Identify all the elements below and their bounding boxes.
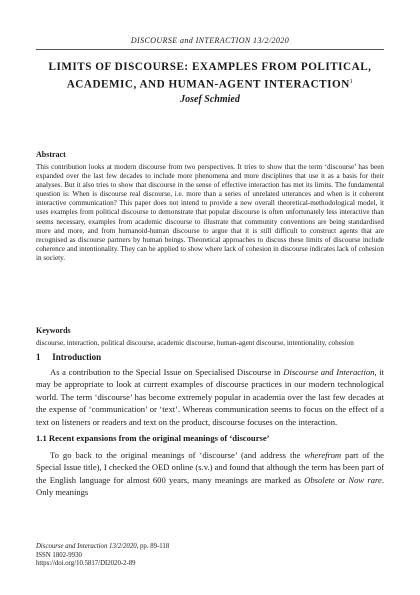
section-heading-introduction xyxy=(36,352,101,362)
footer-citation xyxy=(36,543,384,552)
section-number: 1 xyxy=(36,352,41,362)
keywords-text: discourse, interaction, political discourse, academic discourse, human-agent discourse, intentionality, cohesion xyxy=(36,339,354,347)
abstract-text: This contribution looks at modern discourse from two perspectives. It tries to show that the term ‘discourse’ has been expanded over the last few decades to include more phenomena and more disciplines that use it as a basis for their analyses. But it also tries to show that discourse in the sense of effective interaction has met its limits. The fundamental question is: When is discourse real discourse, i.e. more than a series of unrelated utterances and when is it coherent interactive communication? This paper does not intend to provide a new overall theoretical-methodological model, it uses examples from political discourse to demonstrate that popular discourse is often unfortunately less interactive than seems necessary, examples from academic discourse to illustrate that community conventions are being standardised more and more, and from humanoid-human discourse to argue that it is still difficult to construct agents that are recognised as discourse partners by human beings. Theoretical approaches to discuss these limits of discourse include coherence and intentionality. They can be applied to show where lack of cohesion in discourse indicates lack of cohesion in society. xyxy=(36,163,384,262)
text-run: To go back to the original meanings of ‘discourse’ (and address the xyxy=(50,450,305,460)
header-rule xyxy=(36,49,384,50)
italic-term: Now rare xyxy=(348,474,382,485)
author-name: Josef Schmied xyxy=(180,94,240,105)
paper-title xyxy=(40,60,380,93)
footer-pages: , pp. 89-118 xyxy=(136,543,170,550)
keywords-heading: Keywords xyxy=(36,326,71,335)
title-footnote-mark: 1 xyxy=(349,79,354,85)
abstract-heading: Abstract xyxy=(36,150,66,159)
text-run: part of the Special Issue title), I checked the OED online (s.v.) and found that although the term has been part of the English language for almost 600 years, many meanings are marked as xyxy=(36,450,384,485)
running-head: DISCOURSE and INTERACTION 13/2/2020 xyxy=(130,36,290,45)
text-run: , it may be appropriate to look at current examples of discourse practices in our modern technological world. The term ‘discourse’ has become extremely popular in academia over the last few decades at the expense of ‘communication’ or ‘text’. Whereas communication seems to focus on the effect of a text on listeners or readers and text on the product, discourse focuses on the interaction. xyxy=(36,367,384,427)
journal-name-italic: Discourse and Interaction xyxy=(283,367,375,377)
subsection-heading: 1.1 Recent expansions from the original meanings of ‘discourse’ xyxy=(36,433,270,443)
title-line-1: LIMITS OF DISCOURSE: EXAMPLES FROM POLITICAL, xyxy=(48,61,372,73)
italic-term: wherefrom xyxy=(304,450,342,460)
introduction-body xyxy=(36,366,384,428)
subsection-paragraph xyxy=(36,449,384,499)
introduction-paragraph xyxy=(36,366,384,428)
keywords-section xyxy=(36,326,384,348)
italic-term: Obsolete xyxy=(304,474,335,485)
text-run: As a contribution to the Special Issue on Specialised Discourse in xyxy=(50,367,284,377)
title-line-2: ACADEMIC, AND HUMAN-AGENT INTERACTION xyxy=(66,78,350,91)
footer-doi-link[interactable]: https://doi.org/10.5817/DI2020-2-89 xyxy=(36,560,136,568)
abstract-section xyxy=(36,150,384,263)
text-run: or xyxy=(334,474,349,485)
page-footer xyxy=(36,543,384,569)
footer-issn: ISSN 1802-9930 xyxy=(36,551,82,559)
footer-journal: Discourse and Interaction 13/2/2020 xyxy=(36,543,137,550)
text-run: . Only meanings xyxy=(36,474,384,498)
section-title: Introduction xyxy=(52,352,102,362)
subsection-body xyxy=(36,449,384,499)
